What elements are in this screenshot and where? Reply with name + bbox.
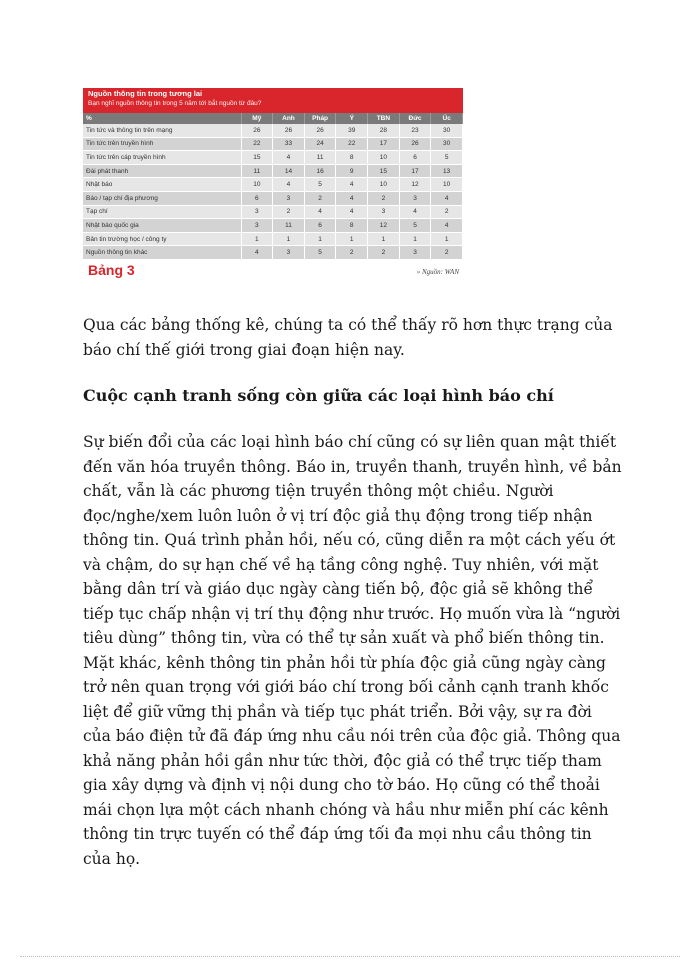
table-cell: 1 bbox=[241, 232, 273, 246]
table-cell: 24 bbox=[304, 137, 336, 151]
table-cell: 39 bbox=[336, 124, 368, 137]
table-cell: 12 bbox=[368, 219, 400, 233]
row-label: Nguồn thông tin khác bbox=[83, 246, 241, 260]
table-cell: 10 bbox=[241, 178, 273, 192]
table-body bbox=[83, 124, 463, 259]
row-label: Tin tức trên cáp truyền hình bbox=[83, 151, 241, 165]
table-cell: 4 bbox=[273, 151, 305, 165]
table-cell: 5 bbox=[304, 178, 336, 192]
statistics-table bbox=[83, 113, 463, 260]
table-cell: 3 bbox=[273, 246, 305, 260]
table-cell: 22 bbox=[241, 137, 273, 151]
table-cell: 5 bbox=[304, 246, 336, 260]
table-cell: 2 bbox=[368, 246, 400, 260]
table-cell: 4 bbox=[241, 246, 273, 260]
table-cell: 30 bbox=[431, 137, 463, 151]
table-cell: 5 bbox=[399, 219, 431, 233]
table-row bbox=[83, 232, 463, 246]
table-row bbox=[83, 246, 463, 260]
table-cell: 3 bbox=[399, 246, 431, 260]
table-cell: 1 bbox=[368, 232, 400, 246]
column-header: Đức bbox=[399, 113, 431, 124]
page-bottom-divider bbox=[20, 956, 680, 957]
table-cell: 33 bbox=[273, 137, 305, 151]
table-row bbox=[83, 164, 463, 178]
table-cell: 8 bbox=[336, 151, 368, 165]
table-cell: 11 bbox=[241, 164, 273, 178]
table-cell: 6 bbox=[241, 191, 273, 205]
table-cell: 1 bbox=[431, 232, 463, 246]
table-cell: 10 bbox=[368, 178, 400, 192]
row-label: Bản tin trường học / công ty bbox=[83, 232, 241, 246]
table-cell: 2 bbox=[431, 246, 463, 260]
table-cell: 26 bbox=[273, 124, 305, 137]
table-cell: 6 bbox=[399, 151, 431, 165]
table-row bbox=[83, 124, 463, 137]
table-cell: 26 bbox=[304, 124, 336, 137]
table-cell: 1 bbox=[399, 232, 431, 246]
column-header: Pháp bbox=[304, 113, 336, 124]
table-cell: 5 bbox=[431, 151, 463, 165]
body-paragraph: Sự biến đổi của các loại hình báo chí cũng có sự liên quan mật thiết đến văn hóa truyền thông. Báo in, truyền thanh, truyền hình, về bản chất, vẫn là các phương tiện truyền thông một chiều. Người đọc/nghe/xem luôn luôn ở vị trí độc giả thụ động trong tiếp nhận thông tin. Quá trình phản hồi, nếu có, cũng diễn ra một cách yếu ớt và chậm, do sự hạn chế về hạ tầng công nghệ. Tuy nhiên, với mặt bằng dân trí và giáo dục ngày càng tiến bộ, độc giả sẽ không thể tiếp tục chấp nhận vị trí thụ động như trước. Họ muốn vừa là “người tiêu dùng” thông tin, vừa có thể tự sản xuất và phổ biến thông tin. Mặt khác, kênh thông tin phản hồi từ phía độc giả cũng ngày càng trở nên quan trọng với giới báo chí trong bối cảnh cạnh tranh khốc liệt để giữ vững thị phần và tiếp tục phát triển. Bởi vậy, sự ra đời của báo điện tử đã đáp ứng nhu cầu nói trên của độc giả. Thông qua khả năng phản hồi gần như tức thời, độc giả có thể trực tiếp tham gia xây dựng và định vị nội dung cho tờ báo. Họ cũng có thể thoải mái chọn lựa một cách nhanh chóng và hầu như miễn phí các kênh thông tin trực tuyến có thể đáp ứng tối đa mọi nhu cầu thông tin của họ. bbox=[83, 433, 622, 868]
table-cell: 4 bbox=[336, 191, 368, 205]
column-header: Ý bbox=[336, 113, 368, 124]
table-row bbox=[83, 137, 463, 151]
table-cell: 1 bbox=[336, 232, 368, 246]
table-cell: 2 bbox=[273, 205, 305, 219]
table-cell: 23 bbox=[399, 124, 431, 137]
intro-paragraph: Qua các bảng thống kê, chúng ta có thể thấy rõ hơn thực trạng của báo chí thế giới trong giai đoạn hiện nay. bbox=[83, 316, 613, 359]
table-cell: 14 bbox=[273, 164, 305, 178]
table-cell: 6 bbox=[304, 219, 336, 233]
table-row bbox=[83, 205, 463, 219]
table-cell: 17 bbox=[399, 164, 431, 178]
table-cell: 8 bbox=[336, 219, 368, 233]
table-column-headers bbox=[83, 113, 463, 124]
column-header: Anh bbox=[273, 113, 305, 124]
table-cell: 28 bbox=[368, 124, 400, 137]
table-row bbox=[83, 219, 463, 233]
table-cell: 4 bbox=[431, 219, 463, 233]
table-source: » Nguồn: WAN bbox=[416, 267, 459, 276]
table-cell: 1 bbox=[273, 232, 305, 246]
table-cell: 1 bbox=[304, 232, 336, 246]
row-label: Đài phát thanh bbox=[83, 164, 241, 178]
table-cell: 3 bbox=[399, 191, 431, 205]
table-row bbox=[83, 178, 463, 192]
table-cell: 22 bbox=[336, 137, 368, 151]
row-label: Nhật báo quốc gia bbox=[83, 219, 241, 233]
table-cell: 3 bbox=[273, 191, 305, 205]
table-cell: 4 bbox=[399, 205, 431, 219]
table-cell: 9 bbox=[336, 164, 368, 178]
table-cell: 13 bbox=[431, 164, 463, 178]
table-cell: 30 bbox=[431, 124, 463, 137]
table-cell: 10 bbox=[431, 178, 463, 192]
row-label: Nhật báo bbox=[83, 178, 241, 192]
table-cell: 11 bbox=[273, 219, 305, 233]
table-header-band bbox=[83, 88, 463, 113]
column-header: Úc bbox=[431, 113, 463, 124]
table-cell: 3 bbox=[368, 205, 400, 219]
table-cell: 17 bbox=[368, 137, 400, 151]
table-row bbox=[83, 151, 463, 165]
table-cell: 2 bbox=[431, 205, 463, 219]
table-cell: 4 bbox=[336, 178, 368, 192]
table-cell: 15 bbox=[368, 164, 400, 178]
row-label: Tin tức trên truyền hình bbox=[83, 137, 241, 151]
row-label: Tin tức và thông tin trên mạng bbox=[83, 124, 241, 137]
section-heading: Cuộc cạnh tranh sống còn giữa các loại hình báo chí bbox=[83, 386, 554, 405]
table-cell: 3 bbox=[241, 219, 273, 233]
table-cell: 4 bbox=[431, 191, 463, 205]
table-cell: 2 bbox=[336, 246, 368, 260]
statistics-table-figure bbox=[83, 88, 463, 288]
table-title: Nguồn thông tin trong tương lai bbox=[88, 89, 203, 98]
table-cell: 12 bbox=[399, 178, 431, 192]
table-cell: 26 bbox=[241, 124, 273, 137]
table-cell: 16 bbox=[304, 164, 336, 178]
table-cell: 3 bbox=[241, 205, 273, 219]
table-subtitle: Bạn nghĩ nguồn thông tin trong 5 năm tới bắt nguồn từ đâu? bbox=[88, 100, 262, 107]
table-cell: 26 bbox=[399, 137, 431, 151]
column-header: TBN bbox=[368, 113, 400, 124]
table-cell: 15 bbox=[241, 151, 273, 165]
table-cell: 2 bbox=[304, 191, 336, 205]
table-footer bbox=[83, 260, 463, 286]
row-label: Báo / tạp chí địa phương bbox=[83, 191, 241, 205]
column-header: % bbox=[83, 113, 241, 124]
column-header: Mỹ bbox=[241, 113, 273, 124]
table-cell: 2 bbox=[368, 191, 400, 205]
table-cell: 4 bbox=[273, 178, 305, 192]
table-cell: 11 bbox=[304, 151, 336, 165]
table-row bbox=[83, 191, 463, 205]
table-label: Bảng 3 bbox=[88, 261, 135, 278]
row-label: Tạp chí bbox=[83, 205, 241, 219]
table-cell: 4 bbox=[336, 205, 368, 219]
table-cell: 4 bbox=[304, 205, 336, 219]
table-cell: 10 bbox=[368, 151, 400, 165]
